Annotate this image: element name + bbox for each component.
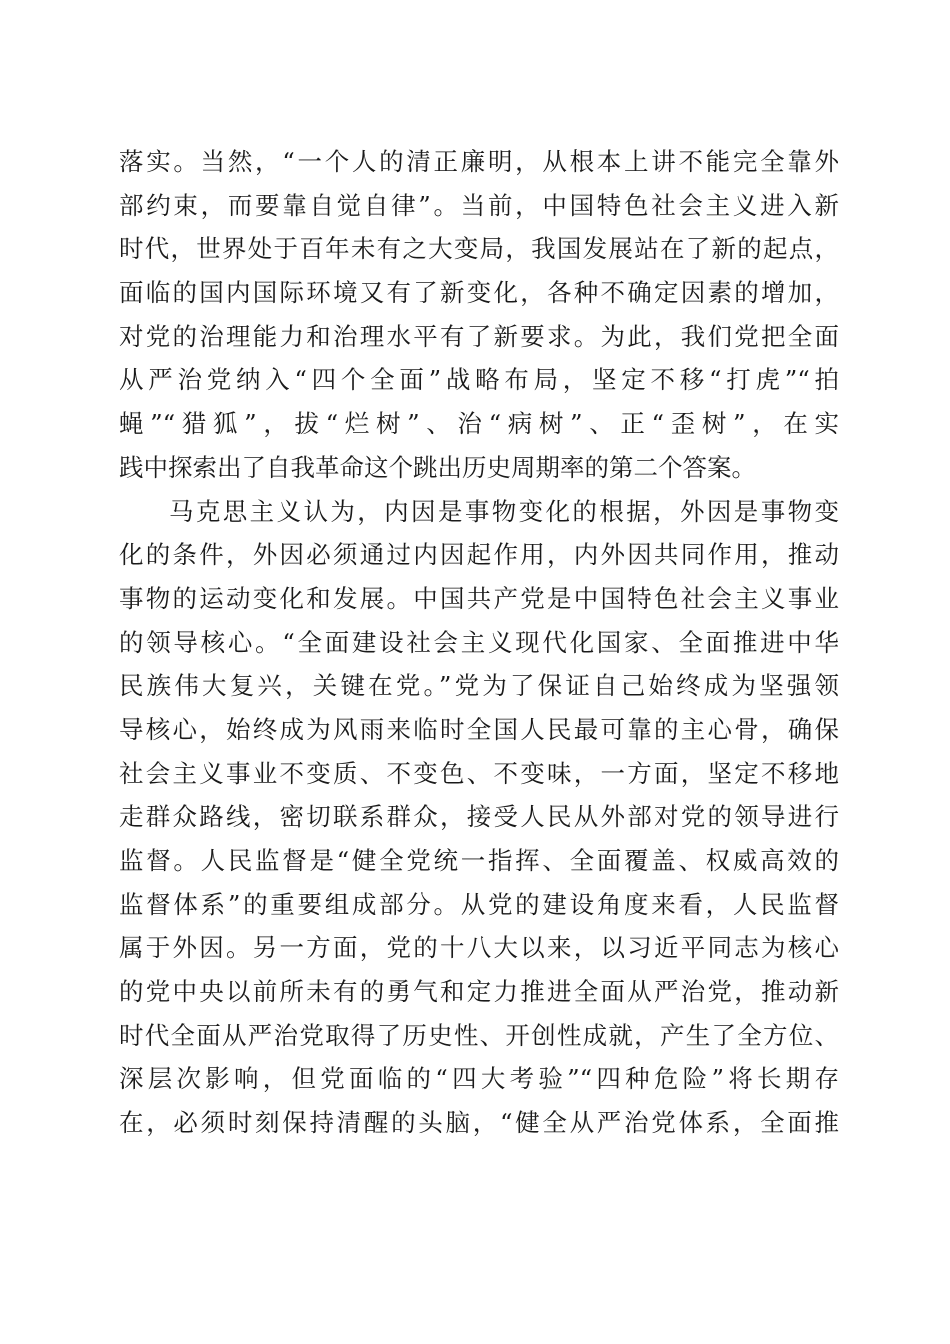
text-line: 在，必须时刻保持清醒的头脑，“健全从严治党体系，全面推 — [119, 1108, 839, 1138]
text-line: 的领导核心。“全面建设社会主义现代化国家、全面推进中华 — [119, 627, 839, 657]
paragraph-2 — [119, 490, 839, 1145]
text-line: 部约束，而要靠自觉自律”。当前，中国特色社会主义进入新 — [119, 190, 839, 220]
text-line: 时代，世界处于百年未有之大变局，我国发展站在了新的起点， — [119, 234, 839, 264]
text-line: 践中探索出了自我革命这个跳出历史周期率的第二个答案。 — [119, 452, 756, 482]
text-line: 落实。当然，“一个人的清正廉明，从根本上讲不能完全靠外 — [119, 147, 839, 176]
text-line: 民族伟大复兴，关键在党。”党为了保证自己始终成为坚强领 — [119, 671, 839, 701]
text-line: 社会主义事业不变质、不变色、不变味，一方面，坚定不移地 — [119, 758, 839, 788]
text-line: 对党的治理能力和治理水平有了新要求。为此，我们党把全面 — [119, 321, 839, 351]
text-line: 监督体系”的重要组成部分。从党的建设角度来看，人民监督 — [119, 889, 839, 919]
text-line: 的党中央以前所未有的勇气和定力推进全面从严治党，推动新 — [119, 977, 839, 1007]
text-line: 化的条件，外因必须通过内因起作用，内外因共同作用，推动 — [119, 540, 839, 570]
text-line: 导核心，始终成为风雨来临时全国人民最可靠的主心骨，确保 — [119, 714, 839, 744]
text-line: 走群众路线，密切联系群众，接受人民从外部对党的领导进行 — [119, 802, 839, 832]
text-line: 监督。人民监督是“健全党统一指挥、全面覆盖、权威高效的 — [119, 846, 839, 875]
text-line: 面临的国内国际环境又有了新变化，各种不确定因素的增加， — [119, 278, 839, 308]
text-line: 属于外因。另一方面，党的十八大以来，以习近平同志为核心 — [119, 933, 839, 963]
text-line: 蝇”“猎狐”，拔“烂树”、治“病树”、正“歪树”，在实 — [119, 409, 839, 439]
text-line: 马克思主义认为，内因是事物变化的根据，外因是事物变 — [169, 496, 839, 526]
document-body — [119, 140, 839, 1145]
text-line: 事物的运动变化和发展。中国共产党是中国特色社会主义事业 — [119, 583, 839, 613]
text-line: 时代全面从严治党取得了历史性、开创性成就，产生了全方位、 — [119, 1020, 839, 1050]
text-line: 深层次影响，但党面临的“四大考验”“四种危险”将长期存 — [119, 1064, 839, 1094]
paragraph-1 — [119, 140, 839, 490]
text-line: 从严治党纳入“四个全面”战略布局，坚定不移“打虎”“拍 — [119, 365, 839, 395]
